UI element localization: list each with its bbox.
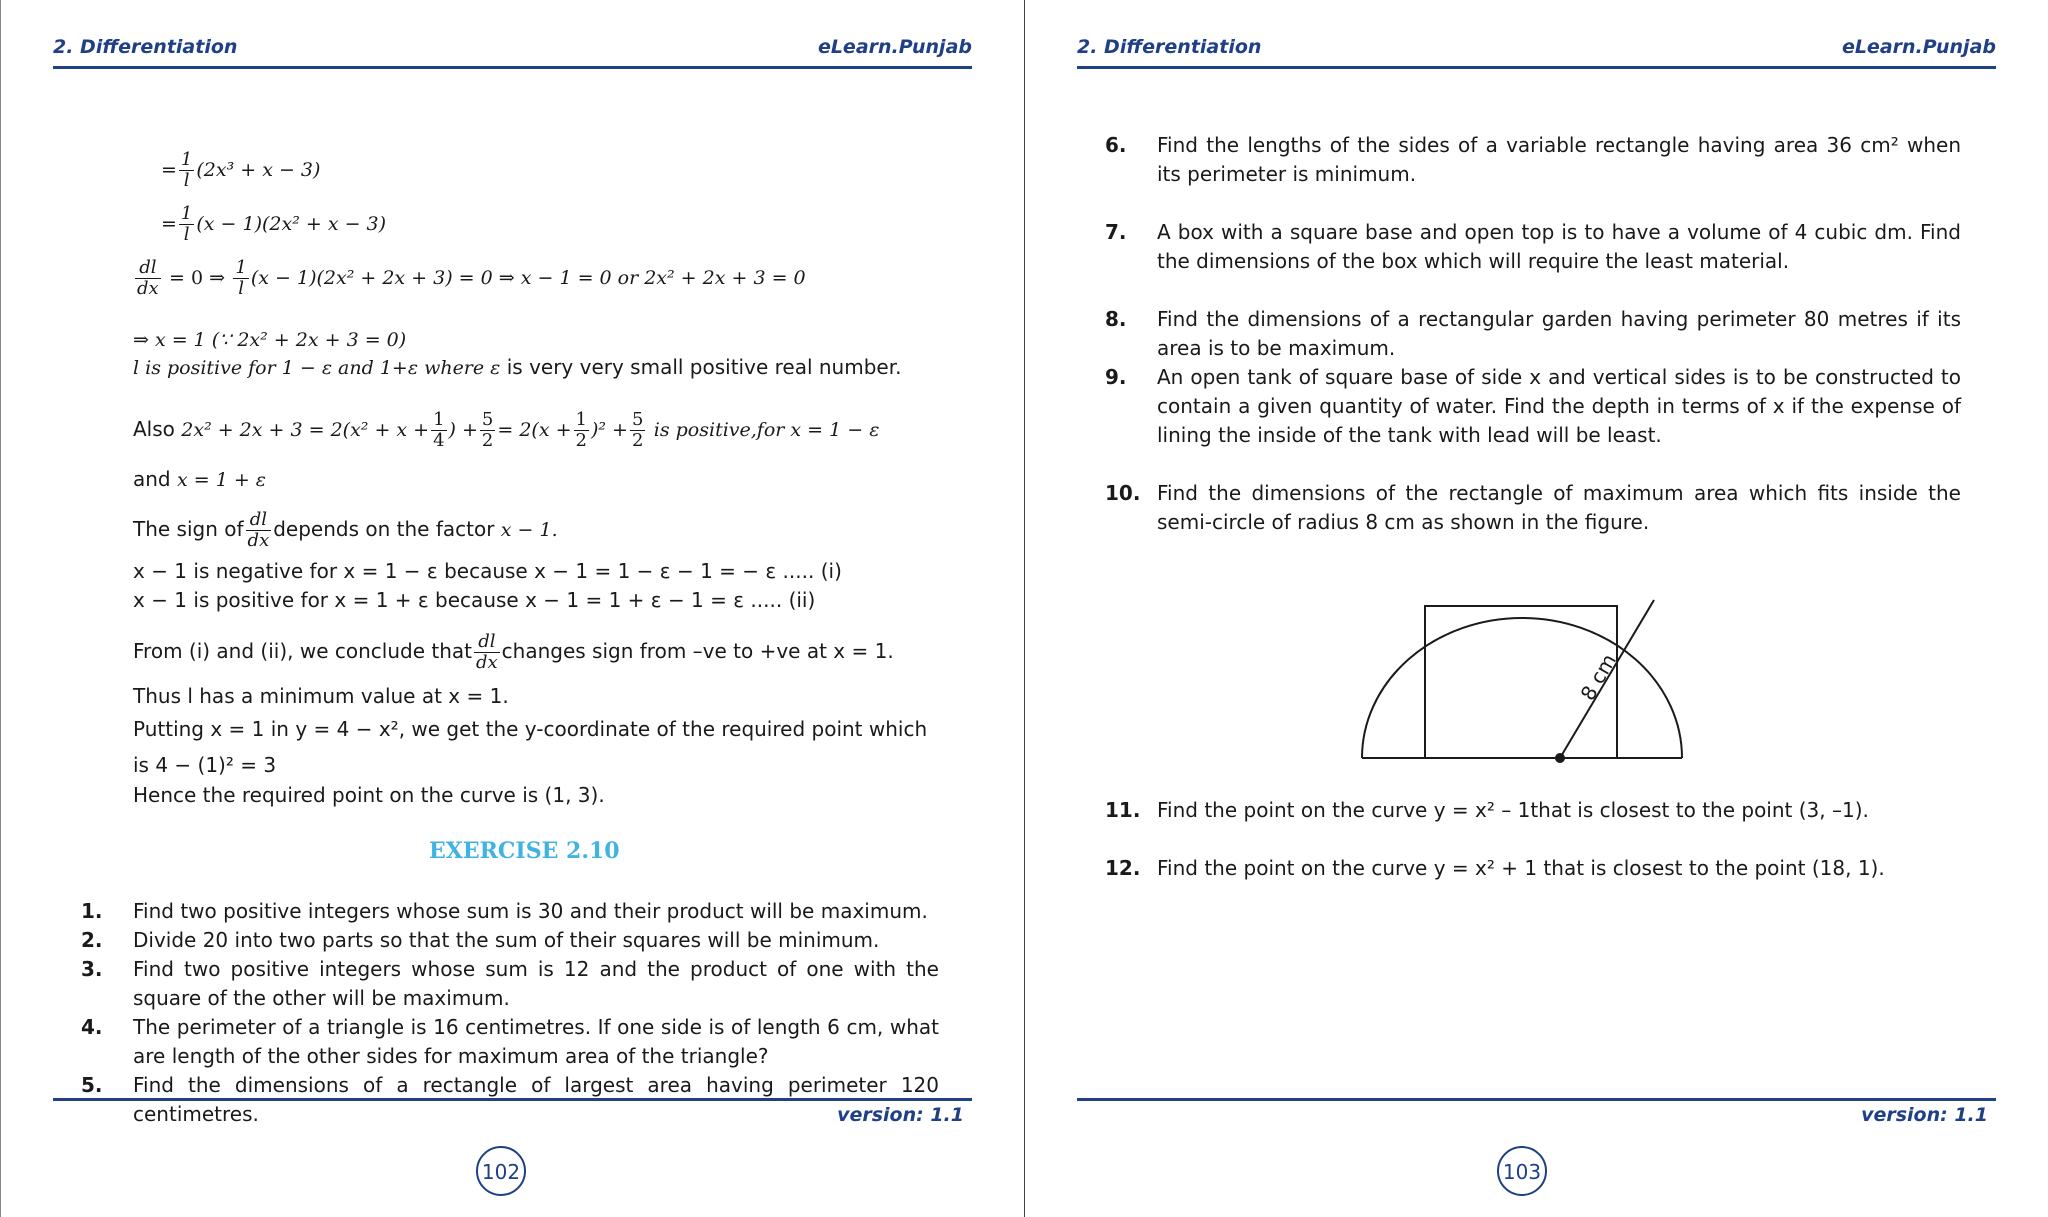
left-page: 2. Differentiation eLearn.Punjab = $\frac{1}{l}$ (2x³ + x − 3) = $\frac{1}{l}$ (x − 1)(2x² + x − 3) $\frac{dl}{dx}$ = 0 ⇒ $\frac{1}{l}$ (x − 1)(2x² + 2x + 3) = 0 ⇒ x − 1 = 0 or 2x² + 2x + 3 = 0 ⇒ x = 1 (∵ 2x² + 2x + 3 = 0) l is positive for 1 − ε and 1+ε where ε is very very small positive real number. Also 2x² + 2x + 3 = 2(x² + x + $\frac{1}{4}$ ) + $\frac{5}{2}$ = 2(x + $\frac{1}{2}$ )² + $\frac{5}{2}$ is positive,for x = 1 − ε and x = 1 + ε The sign of $\frac{dl}{dx}$ depends on the factor x − 1. x − 1 is negative for x = 1 − ε because x − 1 = 1 − ε − 1 = − ε ..... (i) x − 1 is positive for x = 1 + ε because x − 1 = 1 + ε − 1 = ε ..... (ii) From (i) and (ii), we conclude that $\frac{dl}{dx}$ changes sign from –ve to +ve at x = 1. Thus l has a minimum value at x = 1. Putting x = 1 in y = 4 − x², we get the y-coordinate of the required point which is 4 − (1)² = 3 Hence the required point on the curve is (1, 3). EXERCISE 2.10 1. Find two positive integers whose sum is 30 and their product will be maximum. 2. Divide 20 into two parts so that the sum of their squares will be minimum. 3. Find two positive integers whose sum is 12 and the product of one with the square of the other will be maximum. 4. The perimeter of a triangle is 16 centimetres. If one side is of length 6 cm, what are length of the other sides for maximum area of the triangle? 5. Find the dimensions of a rectangle of largest area having perimeter 120 centimetres. version: 1.1 102	[0, 0, 1025, 1217]
page-number: 102	[476, 1146, 526, 1196]
brand-name: eLearn.Punjab	[1841, 36, 1996, 58]
radius-label: 8 cm	[1575, 649, 1622, 705]
exercise-title: EXERCISE 2.10	[429, 838, 620, 864]
page-footer	[53, 1098, 972, 1131]
math-line-4: ⇒ x = 1 (∵ 2x² + 2x + 3 = 0)	[133, 329, 407, 351]
also-line: Also 2x² + 2x + 3 = 2(x² + x + $\frac{1}{4}$ ) + $\frac{5}{2}$ = 2(x + $\frac{1}{2}$ )² + $\frac{5}{2}$ is positive,for x = 1 − ε	[133, 409, 880, 451]
putting-line: Putting x = 1 in y = 4 − x², we get the y-coordinate of the required point which	[133, 717, 928, 741]
positive-line: x − 1 is positive for x = 1 + ε because x − 1 = 1 + ε − 1 = ε ..... (ii)	[133, 588, 816, 612]
math-line-1: = $\frac{1}{l}$ (2x³ + x − 3)	[161, 149, 321, 191]
center-point	[1555, 753, 1565, 763]
semicircle-arc	[1362, 618, 1682, 758]
page-footer	[1077, 1098, 1996, 1131]
math-line-2: = $\frac{1}{l}$ (x − 1)(2x² + x − 3)	[161, 203, 387, 245]
version-label: version: 1.1	[1861, 1104, 1988, 1126]
hence-line: Hence the required point on the curve is (1, 3).	[133, 783, 605, 807]
math-line-3: $\frac{dl}{dx}$ = 0 ⇒ $\frac{1}{l}$ (x − 1)(2x² + 2x + 3) = 0 ⇒ x − 1 = 0 or 2x² + 2x + 3 = 0	[137, 257, 806, 299]
conclusion-line: From (i) and (ii), we conclude that $\frac{dl}{dx}$ changes sign from –ve to +ve at x = 1.	[133, 631, 894, 673]
brand-name: eLearn.Punjab	[817, 36, 972, 58]
page-header	[53, 36, 972, 69]
chapter-title: 2. Differentiation	[53, 36, 238, 58]
chapter-title: 2. Differentiation	[1077, 36, 1262, 58]
is-line: is 4 − (1)² = 3	[133, 753, 277, 777]
version-label: version: 1.1	[837, 1104, 964, 1126]
page-number: 103	[1497, 1146, 1547, 1196]
page-header	[1077, 36, 1996, 69]
and-line: and x = 1 + ε	[133, 467, 266, 491]
sign-line: The sign of $\frac{dl}{dx}$ depends on the factor x − 1.	[133, 509, 558, 551]
negative-line: x − 1 is negative for x = 1 − ε because x − 1 = 1 − ε − 1 = − ε ..... (i)	[133, 559, 842, 583]
text-line-5: l is positive for 1 − ε and 1+ε where ε is very very small positive real number.	[133, 355, 902, 379]
semicircle-rectangle-figure	[1350, 560, 1690, 770]
thus-line: Thus l has a minimum value at x = 1.	[133, 684, 509, 708]
right-page: 2. Differentiation eLearn.Punjab 6. Find the lengths of the sides of a variable rectangle having area 36 cm² when its perimeter is minimum. 7. A box with a square base and open top is to have a volume of 4 cubic dm. Find the dimensions of the box which will require the least material. 8. Find the dimensions of a rectangular garden having perimeter 80 metres if its area is to be maximum. 9. An open tank of square base of side x and vertical sides is to be constructed to contain a given quantity of water. Find the depth in terms of x if the expense of lining the inside of the tank with lead will be least. 10. Find the dimensions of the rectangle of maximum area which fits inside the semi-circle of radius 8 cm as shown in the figure. 8 cm 11. Find the point on the curve y = x² – 1that is closest to the point (3, –1). 12. Find the point on the curve y = x² + 1 that is closest to the point (18, 1). version: 1.1 103	[1025, 0, 2048, 1217]
